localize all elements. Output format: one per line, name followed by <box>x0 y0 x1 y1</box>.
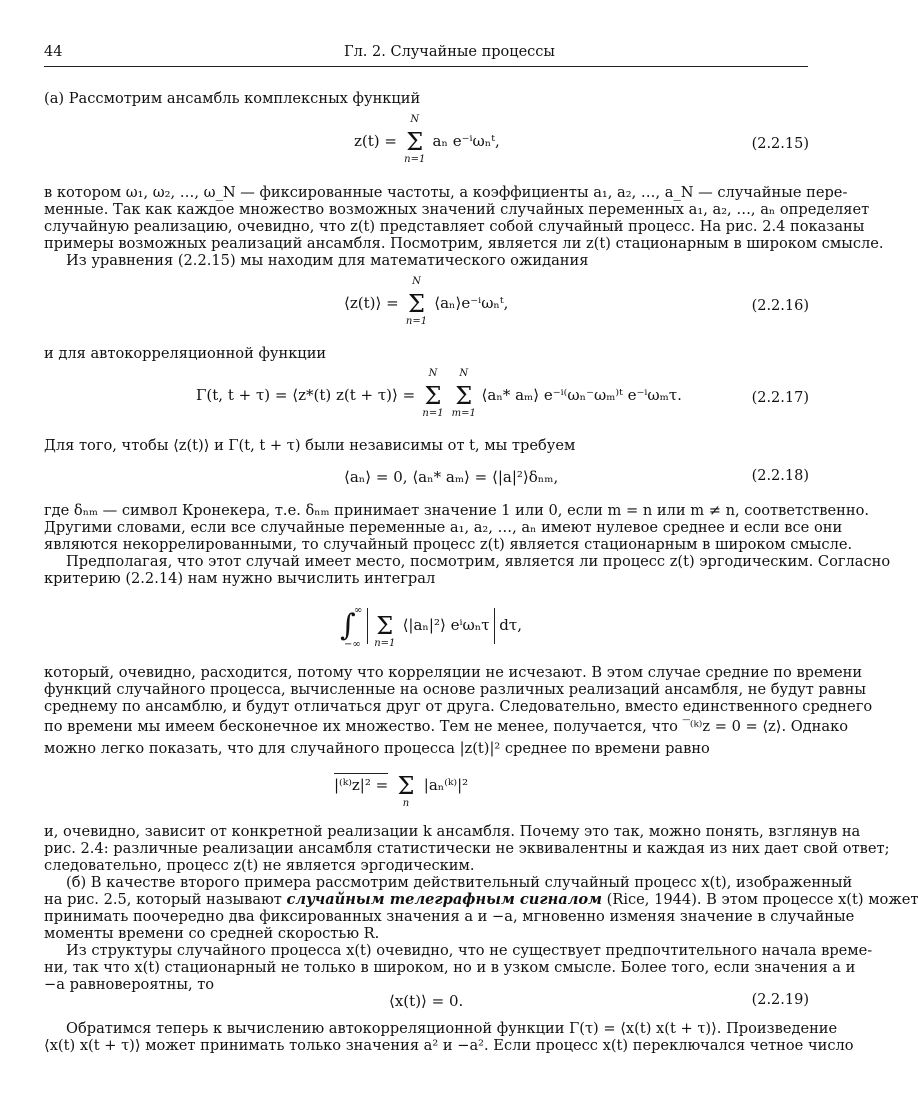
sum-lower: n=1 <box>405 316 428 327</box>
eq-body: ⟨x(t)⟩ = 0. <box>389 992 464 1010</box>
paragraph-line: ⟨x(t) x(t + τ)⟩ может принимать только значения a² и −a². Если процесс x(t) переключался четное число <box>44 1037 854 1054</box>
paragraph-line: −a равновероятны, то <box>44 976 215 993</box>
paragraph-line: Другими словами, если все случайные переменные a₁, a₂, …, aₙ имеют нулевое среднее и если все они <box>44 519 843 536</box>
paragraph-line: случайную реализацию, очевидно, что z(t) представляет собой случайный процесс. На рис. 2.4 показаны <box>44 218 865 235</box>
sum-symbol: N Σ n=1 <box>420 384 446 408</box>
sum-lower: n=1 <box>374 638 396 649</box>
paragraph-line: менные. Так как каждое множество возможных значений случайных переменных a₁, a₂, …, aₙ определяет <box>44 201 870 218</box>
paragraph-line: и для автокорреляционной функции <box>44 345 327 362</box>
eq-lhs: ⟨z(t)⟩ = <box>344 294 399 312</box>
paragraph-line: рис. 2.4: различные реализации ансамбля статистически не эквивалентны и каждая из них дает свой ответ; <box>44 840 890 857</box>
eq-rhs: ⟨aₙ* aₘ⟩ e⁻ⁱ⁽ωₙ⁻ωₘ⁾ᵗ e⁻ⁱωₘτ. <box>481 386 682 404</box>
paragraph-line: Предполагая, что этот случай имеет место, посмотрим, является ли процесс z(t) эргодическим. Согласно <box>66 553 891 570</box>
integral-expression <box>44 598 809 656</box>
equation-number: (2.2.16) <box>751 298 809 314</box>
paragraph-line: следовательно, процесс z(t) не является эргодическим. <box>44 857 475 874</box>
equation-number: (2.2.17) <box>751 390 809 406</box>
integral-lower: −∞ <box>344 639 361 650</box>
equation-2-2-18 <box>44 468 809 492</box>
paragraph-line: функций случайного процесса, вычисленные на основе различных реализаций ансамбля, не будут равны <box>44 681 867 698</box>
running-header <box>44 44 808 67</box>
sum-upper: N <box>459 368 469 379</box>
equation-2-2-15 <box>44 114 809 168</box>
paragraph-line: Из структуры случайного процесса x(t) очевидно, что не существует предпочтительного начала време- <box>66 942 873 959</box>
paragraph-line: на рис. 2.5, который называют случайным телеграфным сигналом (Rice, 1944). В этом процессе x(t) может <box>44 891 918 908</box>
sum-upper: N <box>412 276 421 287</box>
sum-symbol: N Σ m=1 <box>451 384 477 408</box>
sum-lower: n <box>402 798 410 809</box>
paragraph-line: и, очевидно, зависит от конкретной реализации k ансамбля. Почему это так, можно понять, взглянув на <box>44 823 861 840</box>
equation-2-2-19 <box>44 992 809 1014</box>
eq-body: ⟨aₙ⟩ = 0, ⟨aₙ* aₘ⟩ = ⟨|a|²⟩δₙₘ, <box>344 468 559 486</box>
sum-symbol: N Σ n=1 <box>403 292 429 316</box>
paragraph-line: (б) В качестве второго примера рассмотрим действительный случайный процесс x(t), изображенный <box>66 874 853 891</box>
paragraph-line: критерию (2.2.14) нам нужно вычислить интеграл <box>44 570 436 587</box>
running-title: Гл. 2. Случайные процессы <box>344 44 555 60</box>
sum-symbol: Σ n=1 <box>372 614 398 638</box>
absolute-value <box>367 608 495 649</box>
sum-lower: n=1 <box>404 154 426 165</box>
sum-lower: n=1 <box>422 408 444 419</box>
sum-symbol: N Σ n=1 <box>402 130 428 154</box>
paragraph-line: где δₙₘ — символ Кронекера, т.е. δₙₘ принимает значение 1 или 0, если m = n или m ≠ n, соответственно. <box>44 502 870 519</box>
sum-symbol: Σ n <box>393 774 419 798</box>
paragraph-line: по времени мы имеем бесконечное их множество. Тем не менее, получается, что ‾⁽ᵏ⁾z = 0 = ⟨z⟩. Однако <box>44 718 849 735</box>
sum-upper: N <box>410 114 420 125</box>
eq-rhs: |aₙ⁽ᵏ⁾|² <box>423 776 469 794</box>
integral-symbol: ∫ <box>340 608 356 643</box>
paragraph-line: примеры возможных реализаций ансамбля. Посмотрим, является ли z(t) стационарным в широком смысле. <box>44 235 884 252</box>
paragraph-line: принимать поочередно два фиксированных значения a и −a, мгновенно изменяя значение в случайные <box>44 908 855 925</box>
equation-2-2-17 <box>44 368 809 424</box>
paragraph-line: (а) Рассмотрим ансамбль комплексных функций <box>44 90 421 107</box>
equation-number: (2.2.19) <box>751 992 809 1008</box>
paragraph-line: в котором ω₁, ω₂, …, ω_N — фиксированные частоты, а коэффициенты a₁, a₂, …, a_N — случайные пере- <box>44 184 848 201</box>
equation-2-2-16 <box>44 276 809 330</box>
paragraph-line: среднему по ансамблю, и будут отличаться друг от друга. Следовательно, вместо единственного среднего <box>44 698 873 715</box>
eq-rhs: aₙ e⁻ⁱωₙᵗ, <box>432 132 500 150</box>
paragraph-line: ни, так что x(t) стационарный не только в широком, но и в узком смысле. Более того, если значения a и <box>44 959 856 976</box>
eq-lhs: Γ(t, t + τ) = ⟨z*(t) z(t + τ)⟩ = <box>196 386 416 404</box>
paragraph-line: который, очевидно, расходится, потому что корреляции не исчезают. В этом случае средние по времени <box>44 664 863 681</box>
sum-upper: N <box>428 368 438 379</box>
emphasized-term: случайным телеграфным сигналом <box>286 891 602 908</box>
paragraph-line: можно легко показать, что для случайного процесса |z(t)|² среднее по времени равно <box>44 740 710 757</box>
differential: dτ, <box>499 616 522 634</box>
time-average-expression <box>44 764 809 814</box>
integral-upper: ∞ <box>354 605 363 616</box>
paragraph-line: Обратимся теперь к вычислению автокорреляционной функции Γ(τ) = ⟨x(t) x(t + τ)⟩. Произведение <box>66 1020 838 1037</box>
equation-number: (2.2.15) <box>751 136 809 152</box>
paragraph-line: Из уравнения (2.2.15) мы находим для математического ожидания <box>66 252 589 269</box>
paragraph-line: моменты времени со средней скоростью R. <box>44 925 380 942</box>
integrand: ⟨|aₙ|²⟩ eⁱωₙτ <box>402 616 490 634</box>
paragraph-line: Для того, чтобы ⟨z(t)⟩ и Γ(t, t + τ) были независимы от t, мы требуем <box>44 437 576 454</box>
eq-rhs: ⟨aₙ⟩e⁻ⁱωₙᵗ, <box>434 294 509 312</box>
eq-lhs: |⁽ᵏ⁾z|² = <box>334 773 388 794</box>
page-number: 44 <box>44 44 63 60</box>
sum-lower: m=1 <box>451 408 476 419</box>
paragraph-line: являются некоррелированными, то случайный процесс z(t) является стационарным в широком смысле. <box>44 536 853 553</box>
equation-number: (2.2.18) <box>751 468 809 484</box>
eq-lhs: z(t) = <box>354 132 397 150</box>
